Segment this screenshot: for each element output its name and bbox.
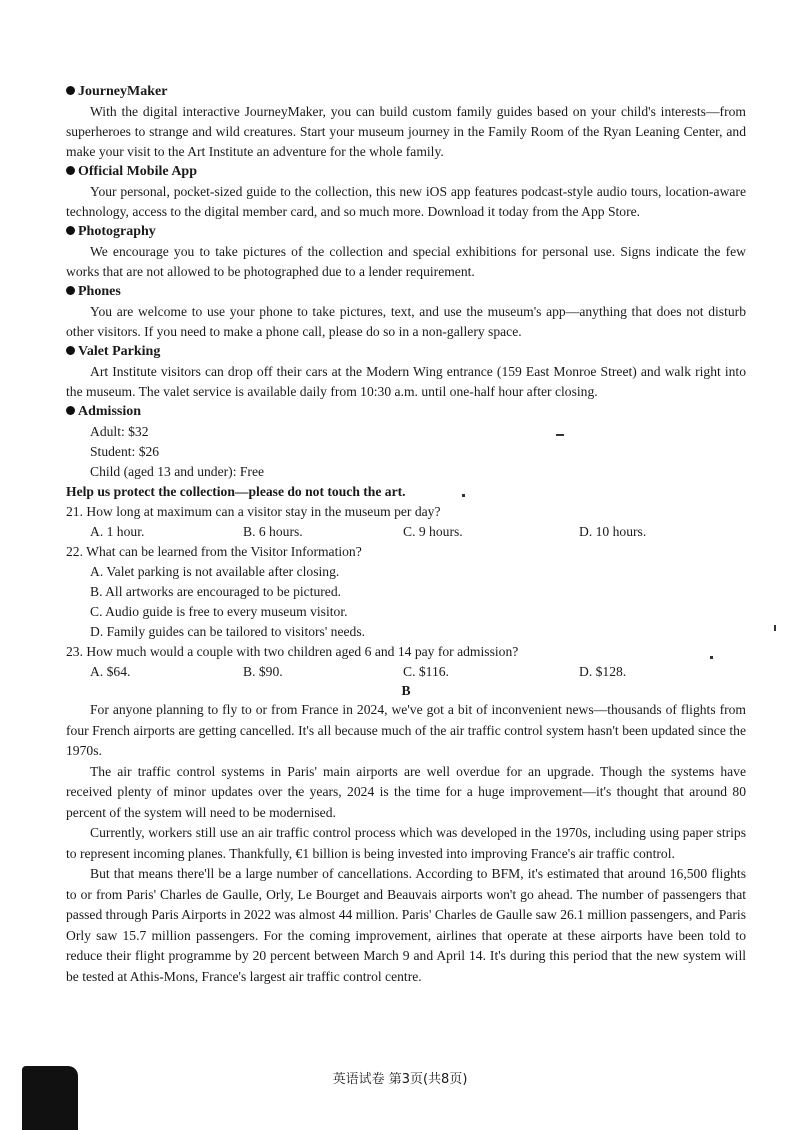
section-heading: Photography	[78, 224, 156, 239]
option-d: D. Family guides can be tailored to visitors' needs.	[90, 624, 366, 639]
scan-speck	[556, 434, 564, 436]
section-journeymaker	[66, 82, 746, 162]
section-body: With the digital interactive JourneyMaker, you can build custom family guides based on your child's interests—from superheroes to strange and wild creatures. Start your museum journey in the Family Room of the Ryan Leaning Center, and make your visit to the Art Institute an adventure for the whole family.	[66, 104, 746, 159]
passage-paragraph: For anyone planning to fly to or from France in 2024, we've got a bit of inconvenient news—thousands of flights from four French airports are getting cancelled. It's all because much of the air traffic control system hasn't been updated since the 1970s.	[66, 702, 746, 758]
passage-paragraph: The air traffic control systems in Paris' main airports are well overdue for an upgrade. Though the systems have received plenty of minor updates over the years, 2024 is the time for a huge improvement—it's thought that around 80 percent of the system will need to be modernised.	[66, 763, 746, 820]
question-21	[66, 502, 746, 542]
question-22	[66, 542, 746, 642]
bullet-icon	[66, 86, 75, 95]
section-body: Art Institute visitors can drop off their cars at the Modern Wing entrance (159 East Monroe Street) and walk right into the museum. The valet service is available daily from 10:30 a.m. until one-half hour after closing.	[66, 364, 746, 399]
passage-paragraph: But that means there'll be a large number of cancellations. According to BFM, it's estimated that around 16,500 flights to or from Paris' Charles de Gaulle, Orly, Le Bourget and Beauvais airports won't go ahead. The number of passengers that passed through Paris Airports in 2022 was almost 44 million. Paris' Charles de Gaulle saw 26.1 million passengers, and Paris Orly saw 15.7 million passengers. For the coming improvement, airlines that operate at these airports have been told to reduce their flight programme by 20 percent between March 9 and April 14. It's during this period that the new system will be tested at Athis-Mons, France's largest air traffic control centre.	[66, 866, 746, 984]
option-a: A. Valet parking is not available after closing.	[90, 564, 340, 579]
bullet-icon	[66, 166, 75, 175]
section-heading: JourneyMaker	[78, 84, 168, 99]
section-body: Your personal, pocket-sized guide to the collection, this new iOS app features podcast-style audio tours, location-aware technology, access to the digital member card, and so much more. Download it today from the App Store.	[66, 184, 746, 219]
section-body: We encourage you to take pictures of the collection and special exhibitions for personal use. Signs indicate the few works that are not allowed to be photographed due to a lender requirement.	[66, 244, 746, 279]
section-photography	[66, 222, 746, 282]
passage-paragraph: Currently, workers still use an air traffic control process which was developed in the 1970s, including using paper strips to represent incoming planes. Thankfully, €1 billion is being invested into improving France's air traffic control.	[66, 825, 746, 861]
option-d: D. $128.	[579, 664, 627, 679]
scan-speck	[710, 656, 713, 659]
section-phones	[66, 282, 746, 342]
section-admission	[66, 402, 746, 482]
option-d: D. 10 hours.	[579, 524, 647, 539]
exam-page	[66, 82, 746, 987]
collection-warning: Help us protect the collection—please do not touch the art.	[66, 484, 406, 499]
passage-b	[66, 700, 746, 987]
option-b: B. All artworks are encouraged to be pictured.	[90, 584, 342, 599]
section-b-label: B	[401, 683, 411, 698]
section-valet-parking	[66, 342, 746, 402]
question-stem: 21. How long at maximum can a visitor stay in the museum per day?	[66, 504, 441, 519]
option-c: C. 9 hours.	[403, 524, 463, 539]
bullet-icon	[66, 226, 75, 235]
option-b: B. 6 hours.	[243, 524, 303, 539]
option-c: C. $116.	[403, 664, 449, 679]
section-body: You are welcome to use your phone to take pictures, text, and use the museum's app—anything that does not disturb other visitors. If you need to make a phone call, please do so in a non-gallery space.	[66, 304, 746, 339]
option-c: C. Audio guide is free to every museum visitor.	[90, 604, 348, 619]
option-b: B. $90.	[243, 664, 283, 679]
question-23	[66, 642, 746, 682]
admission-student: Student: $26	[90, 444, 160, 459]
admission-child: Child (aged 13 and under): Free	[90, 464, 265, 479]
scan-speck	[774, 625, 776, 631]
question-stem: 23. How much would a couple with two children aged 6 and 14 pay for admission?	[66, 644, 519, 659]
option-a: A. $64.	[90, 664, 131, 679]
admission-adult: Adult: $32	[90, 424, 149, 439]
section-heading: Phones	[78, 284, 121, 299]
section-heading: Official Mobile App	[78, 164, 197, 179]
question-stem: 22. What can be learned from the Visitor Information?	[66, 544, 362, 559]
bullet-icon	[66, 406, 75, 415]
bullet-icon	[66, 286, 75, 295]
bullet-icon	[66, 346, 75, 355]
scan-speck	[462, 494, 465, 497]
options-row	[66, 662, 746, 682]
section-heading: Valet Parking	[78, 344, 161, 359]
options-row	[66, 522, 746, 542]
section-heading: Admission	[78, 404, 142, 419]
page-footer: 英语试卷 第3页(共8页)	[332, 1072, 468, 1087]
section-mobile-app	[66, 162, 746, 222]
scan-mark	[22, 1066, 78, 1130]
option-a: A. 1 hour.	[90, 524, 145, 539]
